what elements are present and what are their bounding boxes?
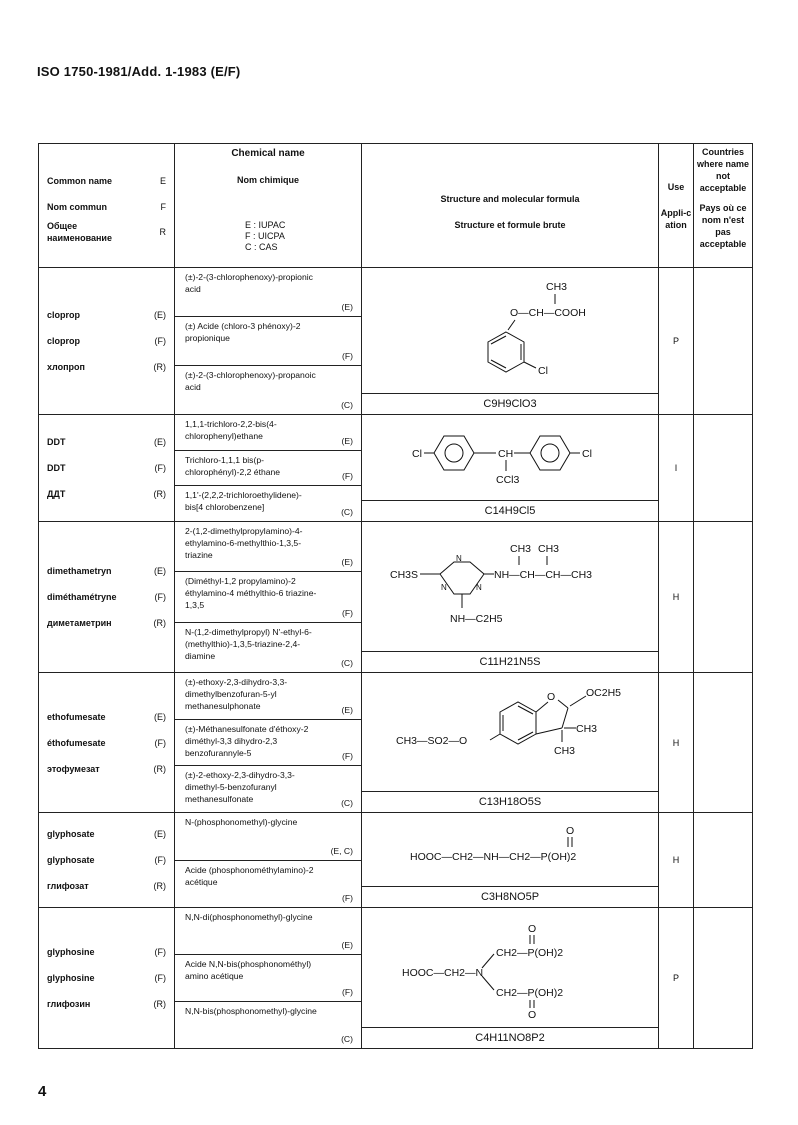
- svg-text:N: N: [456, 553, 462, 563]
- countries-cell: [694, 522, 753, 673]
- chemical-name-item: Acide (phosphonométhylamino)-2 acétique (F): [185, 864, 353, 903]
- table-row: [39, 268, 753, 415]
- chemical-names: [175, 268, 362, 415]
- svg-text:CH2—P(OH)2: CH2—P(OH)2: [496, 946, 564, 959]
- chemical-name-item: (±)-2-(3-chlorophenoxy)-propionic acid (E): [175, 268, 361, 317]
- molecular-formula: C4H11NO8P2: [362, 1027, 658, 1048]
- common-names: dimethametryn (E) diméthamétryne (F) диметаметрин (R): [39, 522, 175, 673]
- countries-cell: [694, 813, 753, 908]
- countries-cell: [694, 673, 753, 813]
- header-common-name-fr: Nom commun: [47, 201, 108, 212]
- header-common-name-en: Common name: [47, 175, 113, 186]
- svg-text:CH3: CH3: [576, 723, 598, 735]
- header-countries: Countries where name not acceptable Pays où ce nom n'est pas acceptable: [694, 144, 753, 268]
- common-names: glyphosate (E) glyphosate (F) глифозат (R): [39, 813, 175, 908]
- common-names: DDT (E) DDT (F) ДДТ (R): [39, 415, 175, 522]
- table-row: [39, 908, 753, 1049]
- common-names: ethofumesate (E) éthofumesate (F) этофумезат (R): [39, 673, 175, 813]
- application-code: H: [659, 673, 694, 813]
- svg-text:CH2—P(OH)2: CH2—P(OH)2: [496, 986, 564, 999]
- chemical-names: [175, 522, 362, 673]
- countries-cell: [694, 415, 753, 522]
- chemical-name-item: (±)-Méthanesulfonate d'éthoxy-2 diméthyl-3,3 dihydro-2,3 benzofurannyle-5 (F): [175, 720, 361, 767]
- chemical-names: [175, 813, 362, 908]
- application-code: H: [659, 522, 694, 673]
- pesticide-names-table: [38, 143, 753, 1049]
- svg-text:CH3: CH3: [510, 542, 532, 555]
- svg-text:O: O: [528, 1008, 537, 1018]
- svg-text:CH3S: CH3S: [390, 568, 419, 581]
- svg-text:CCl3: CCl3: [496, 473, 520, 486]
- svg-text:CH3: CH3: [538, 542, 560, 555]
- svg-text:CH3: CH3: [546, 280, 568, 293]
- chemical-name-item: N,N-bis(phosphonomethyl)-glycine (C): [185, 1006, 353, 1044]
- header-chemical-name: Chemical name Nom chimique E : IUPAC F : UICPA C : CAS: [175, 144, 362, 268]
- chemical-names: [175, 908, 362, 1049]
- molecular-formula: C9H9ClO3: [362, 393, 658, 414]
- application-code: P: [659, 268, 694, 415]
- chemical-name-item: 1,1'-(2,2,2-trichloroethylidene)-bis[4 chlorobenzene] (C): [185, 490, 353, 518]
- cloprop-structure: [410, 276, 610, 386]
- common-names: glyphosine (F) glyphosine (F) глифозин (R): [39, 908, 175, 1049]
- chemical-name-item: 2-(1,2-dimethylpropylamino)-4-ethylamino-6-methylthio-1,3,5-triazine (E): [175, 522, 361, 572]
- svg-text:Cl: Cl: [538, 364, 548, 377]
- chemical-name-item: (±)-2-ethoxy-2,3-dihydro-3,3-dimethyl-5-benzofuranyl methanesulfonate (C): [185, 770, 353, 809]
- structure-cell: [362, 522, 659, 673]
- header-use: Use Appli-cation: [659, 144, 694, 268]
- chemical-name-item: Trichloro-1,1,1 bis(p-chlorophényl)-2,2 éthane (F): [175, 451, 361, 487]
- glyphosine-structure: [400, 918, 620, 1018]
- svg-text:OC2H5: OC2H5: [586, 687, 622, 699]
- structure-cell: [362, 415, 659, 522]
- svg-text:O: O: [566, 824, 575, 837]
- chemical-name-item: N-(1,2-dimethylpropyl) N'-ethyl-6-(methylthio)-1,3,5-triazine-2,4-diamine (C): [185, 626, 353, 668]
- chemical-name-item: N,N-di(phosphonomethyl)-glycine (E): [175, 908, 361, 955]
- header-structure: Structure and molecular formula Structure et formule brute: [362, 144, 659, 268]
- chemical-name-item: N-(phosphonomethyl)-glycine (E, C): [175, 813, 361, 861]
- svg-text:O—CH—COOH: O—CH—COOH: [510, 306, 586, 319]
- table-row: [39, 415, 753, 522]
- structure-cell: [362, 268, 659, 415]
- structure-cell: [362, 908, 659, 1049]
- page-number: 4: [38, 1083, 47, 1100]
- dimethametryn-structure: [390, 532, 630, 642]
- svg-text:Cl: Cl: [412, 447, 422, 460]
- svg-text:O: O: [528, 922, 537, 935]
- svg-text:N: N: [441, 582, 447, 592]
- application-code: P: [659, 908, 694, 1049]
- chemical-name-item: (±)-2-(3-chlorophenoxy)-propanoic acid (C): [185, 370, 353, 410]
- svg-text:CH3: CH3: [554, 745, 576, 757]
- structure-cell: [362, 673, 659, 813]
- svg-text:CH: CH: [498, 447, 514, 460]
- molecular-formula: C13H18O5S: [362, 791, 658, 812]
- svg-text:HOOC—CH2—N: HOOC—CH2—N: [402, 966, 484, 979]
- chemical-name-item: 1,1,1-trichloro-2,2-bis(4-chlorophenyl)ethane (E): [175, 415, 361, 451]
- glyphosate-structure: [400, 820, 620, 880]
- header-common-name-ru: Общее наименование: [47, 220, 112, 243]
- molecular-formula: C3H8NO5P: [362, 886, 658, 907]
- chemical-names: [175, 415, 362, 522]
- chemical-name-item: Acide N,N-bis(phosphonométhyl) amino acétique (F): [175, 955, 361, 1002]
- ddt-structure: [410, 423, 610, 493]
- svg-text:NH—C2H5: NH—C2H5: [450, 612, 503, 625]
- chemical-names: [175, 673, 362, 813]
- molecular-formula: C14H9Cl5: [362, 500, 658, 521]
- application-code: H: [659, 813, 694, 908]
- ethofumesate-structure: [390, 682, 630, 782]
- chemical-name-item: (Diméthyl-1,2 propylamino)-2 éthylamino-4 méthylthio-6 triazine-1,3,5 (F): [175, 572, 361, 622]
- header-common-name: Common name E Nom commun F Общее наименование R: [39, 144, 175, 268]
- svg-text:CH3—SO2—O: CH3—SO2—O: [396, 735, 468, 747]
- chemical-name-item: (±)-ethoxy-2,3-dihydro-3,3-dimethylbenzofuran-5-yl methanesulphonate (E): [175, 673, 361, 720]
- svg-text:O: O: [547, 691, 556, 703]
- document-header: ISO 1750-1981/Add. 1-1983 (E/F): [37, 64, 241, 79]
- structure-cell: [362, 813, 659, 908]
- common-names: cloprop (E) cloprop (F) хлопроп (R): [39, 268, 175, 415]
- svg-text:N: N: [476, 582, 482, 592]
- application-code: I: [659, 415, 694, 522]
- svg-text:NH—CH—CH—CH3: NH—CH—CH—CH3: [494, 568, 593, 581]
- svg-text:HOOC—CH2—NH—CH2—P(OH)2: HOOC—CH2—NH—CH2—P(OH)2: [410, 850, 577, 863]
- svg-text:Cl: Cl: [582, 447, 592, 460]
- chemical-name-item: (±) Acide (chloro-3 phénoxy)-2 propionique (F): [175, 317, 361, 366]
- countries-cell: [694, 908, 753, 1049]
- table-row: [39, 813, 753, 908]
- table-row: [39, 522, 753, 673]
- molecular-formula: C11H21N5S: [362, 651, 658, 672]
- table-row: [39, 673, 753, 813]
- countries-cell: [694, 268, 753, 415]
